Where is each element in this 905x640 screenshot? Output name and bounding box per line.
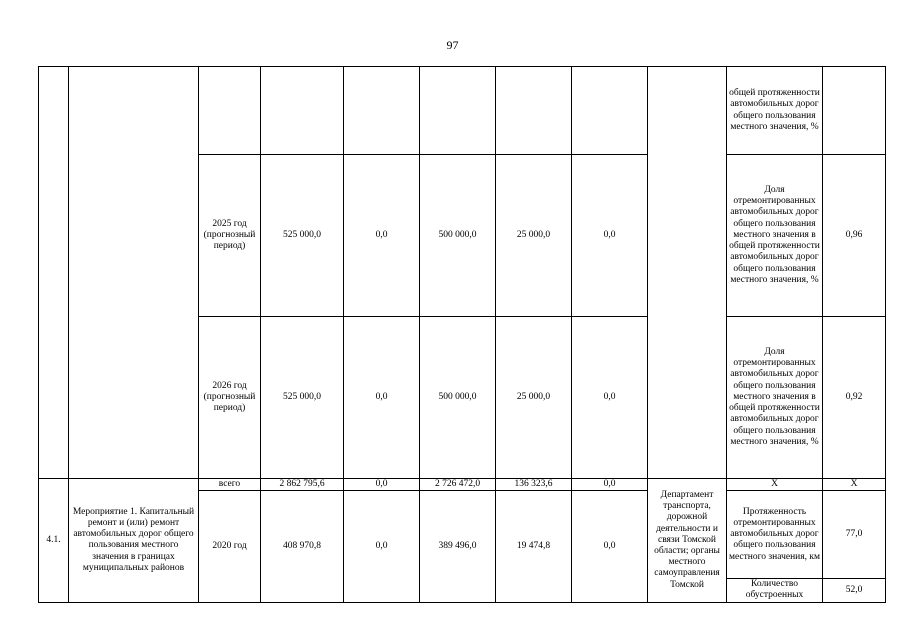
local-cell: 136 323,6 <box>496 479 572 491</box>
total-cell: 408 970,8 <box>261 491 344 602</box>
regional-cell: 389 496,0 <box>420 491 496 602</box>
page-number: 97 <box>446 38 459 52</box>
indicator-cell: Количество обустроенных <box>727 579 823 602</box>
indicator-cell: общей протяженности автомобильных дорог общего пользования местного значения, % <box>727 67 823 155</box>
indicator-cell: Протяженность отремонтированных автомобильных дорог общего пользования местного значения, км <box>727 491 823 579</box>
other-cell: 0,0 <box>572 479 648 491</box>
other-cell: 0,0 <box>572 317 648 479</box>
year-cell: 2026 год (прогнозный период) <box>199 317 261 479</box>
indicator-cell: Доля отремонтированных автомобильных дорог общего пользования местного значения в общей протяженности автомобильных дорог общего пользования местного значения, % <box>727 317 823 479</box>
local-cell: 19 474,8 <box>496 491 572 602</box>
regional-cell: 500 000,0 <box>420 317 496 479</box>
value-cell: 52,0 <box>823 579 886 602</box>
regional-cell: 500 000,0 <box>420 155 496 317</box>
row-number: 4.1. <box>39 479 69 603</box>
year-cell: всего <box>199 479 261 491</box>
program-table <box>38 66 886 603</box>
total-cell: 525 000,0 <box>261 155 344 317</box>
local-cell: 25 000,0 <box>496 155 572 317</box>
indicator-cell: X <box>727 479 823 491</box>
indicator-cell: Доля отремонтированных автомобильных дорог общего пользования местного значения в общей протяженности автомобильных дорог общего пользования местного значения, % <box>727 155 823 317</box>
value-cell: 77,0 <box>823 491 886 579</box>
federal-cell: 0,0 <box>344 317 420 479</box>
local-cell: 25 000,0 <box>496 317 572 479</box>
measure-name: Мероприятие 1. Капитальный ремонт и (или) ремонт автомобильных дорог общего пользования местного значения в границах муниципальных районов <box>69 479 199 603</box>
executor-cell: Департамент транспорта, дорожной деятельности и связи Томской области; органы местного самоуправления Томской <box>648 479 727 603</box>
value-cell: 0,92 <box>823 317 886 479</box>
other-cell: 0,0 <box>572 155 648 317</box>
other-cell: 0,0 <box>572 491 648 602</box>
total-cell: 2 862 795,6 <box>261 479 344 491</box>
table-row <box>39 479 886 491</box>
year-cell: 2020 год <box>199 491 261 602</box>
value-cell: 0,96 <box>823 155 886 317</box>
total-cell: 525 000,0 <box>261 317 344 479</box>
federal-cell: 0,0 <box>344 155 420 317</box>
year-cell: 2025 год (прогнозный период) <box>199 155 261 317</box>
value-cell: X <box>823 479 886 491</box>
regional-cell: 2 726 472,0 <box>420 479 496 491</box>
federal-cell: 0,0 <box>344 479 420 491</box>
table-row <box>39 67 886 155</box>
federal-cell: 0,0 <box>344 491 420 602</box>
